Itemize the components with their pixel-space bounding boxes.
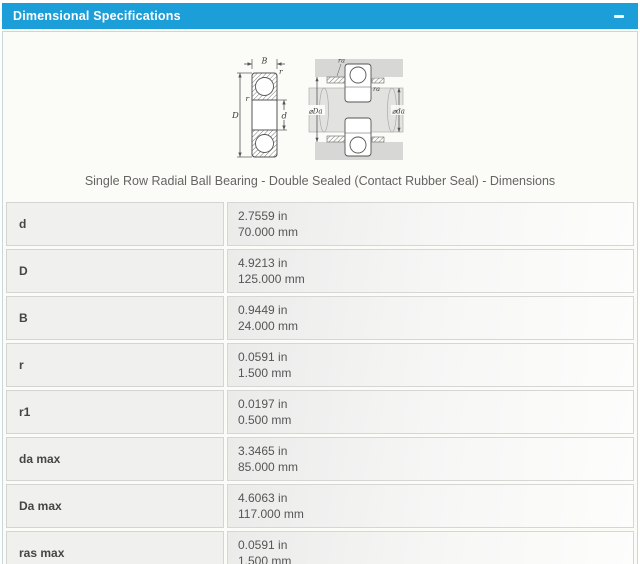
value-metric: 70.000 mm [238, 225, 299, 239]
row-value [227, 343, 634, 387]
row-value [227, 531, 634, 564]
collapse-minus-icon[interactable] [614, 15, 624, 18]
bearing-diagram-svg [231, 54, 409, 166]
row-value [227, 390, 634, 434]
ball-bottom [256, 135, 274, 153]
ball-top-mounted [350, 67, 366, 83]
row-label: d [6, 202, 224, 246]
value-metric: 125.000 mm [238, 272, 305, 286]
value-inch: 4.6063 in [238, 491, 288, 505]
row-label: r [6, 343, 224, 387]
value-metric: 1.500 mm [238, 366, 292, 380]
diagram-caption: Single Row Radial Ball Bearing - Double Sealed (Contact Rubber Seal) - Dimensions [84, 174, 556, 188]
value-inch: 0.0591 in [238, 350, 288, 364]
row-label: D [6, 249, 224, 293]
dim-label-B: B [261, 56, 268, 66]
ball-bottom-mounted [350, 137, 366, 153]
value-metric: 0.500 mm [238, 413, 292, 427]
table-row [6, 343, 634, 387]
table-row [6, 390, 634, 434]
row-label: ras max [6, 531, 224, 564]
bearing-diagram [231, 54, 409, 166]
row-label: da max [6, 437, 224, 481]
row-value [227, 437, 634, 481]
row-label: B [6, 296, 224, 340]
mounted-bearing-drawing [308, 57, 406, 161]
table-row [6, 484, 634, 528]
spec-table [6, 202, 634, 564]
ball-top [256, 78, 274, 96]
dim-label-ra-mid: ra [373, 85, 380, 93]
cross-section-drawing [231, 57, 288, 158]
row-label: r1 [6, 390, 224, 434]
panel-body [2, 31, 638, 564]
value-inch: 0.0591 in [238, 538, 288, 552]
dim-label-d: d [281, 111, 287, 122]
row-value [227, 296, 634, 340]
row-label: Da max [6, 484, 224, 528]
table-row [6, 531, 634, 564]
value-metric: 85.000 mm [238, 460, 299, 474]
dim-label-ra-top: ra [338, 56, 345, 65]
value-inch: 3.3465 in [238, 444, 288, 458]
table-row [6, 249, 634, 293]
table-row [6, 202, 634, 246]
value-metric: 1.500 mm [238, 554, 292, 564]
value-inch: 0.9449 in [238, 303, 288, 317]
dim-label-D: D [232, 111, 239, 121]
value-inch: 2.7559 in [238, 209, 288, 223]
panel-title: Dimensional Specifications [13, 9, 181, 23]
dim-label-r-left: r [245, 94, 250, 103]
dim-label-phi-Da: ⌀Da [308, 107, 323, 116]
value-inch: 4.9213 in [238, 256, 288, 270]
row-value [227, 249, 634, 293]
table-row [6, 296, 634, 340]
value-metric: 117.000 mm [238, 507, 304, 521]
dim-label-r-top: r [279, 67, 283, 76]
row-value [227, 202, 634, 246]
table-row [6, 437, 634, 481]
panel-header[interactable] [2, 3, 638, 29]
value-metric: 24.000 mm [238, 319, 299, 333]
dim-label-phi-da: ⌀da [392, 107, 405, 116]
row-value [227, 484, 634, 528]
value-inch: 0.0197 in [238, 397, 288, 411]
